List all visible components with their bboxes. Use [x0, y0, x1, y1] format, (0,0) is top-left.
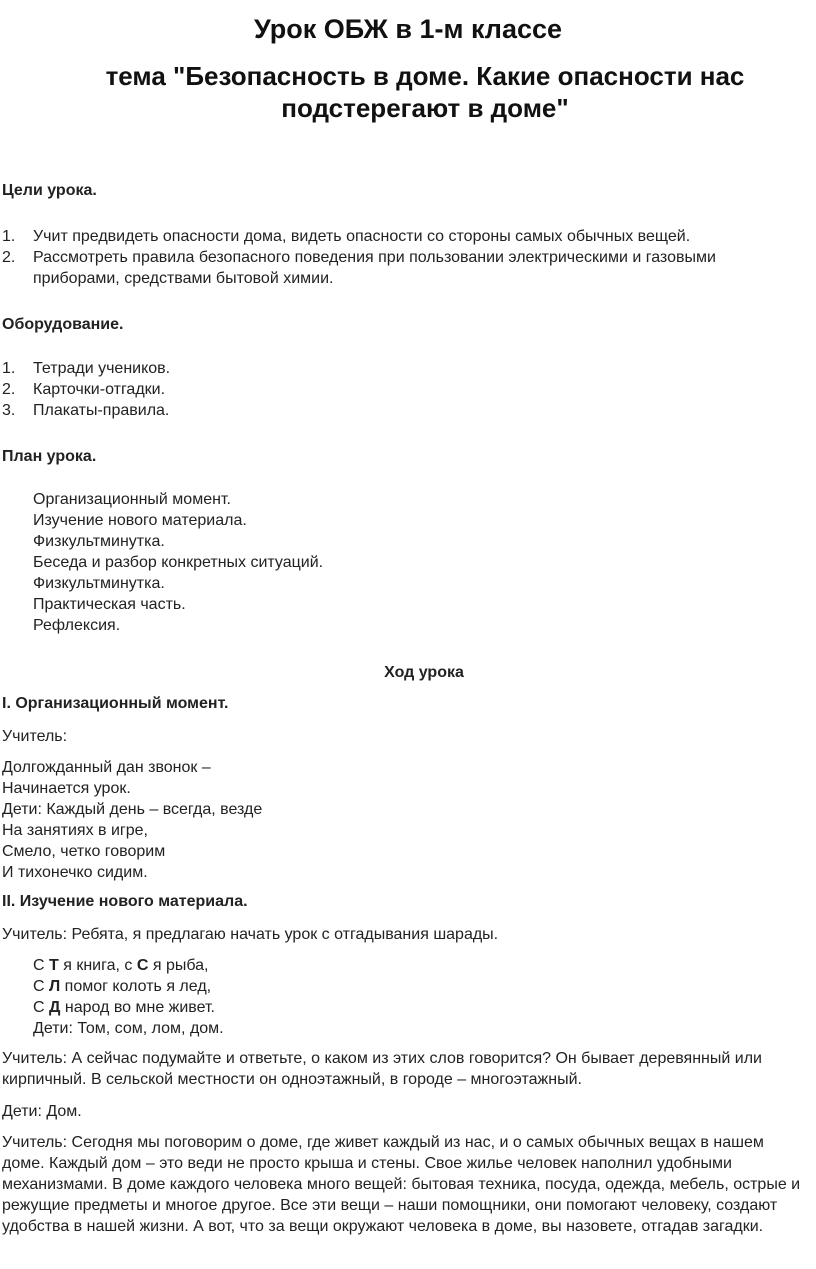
course-heading: Ход урока: [384, 664, 464, 681]
list-item: [0, 358, 800, 379]
section1-heading: I. Организационный момент.: [2, 695, 229, 712]
teacher-question: Учитель: А сейчас подумайте и ответьте, о каком из этих слов говорится? Он бывает деревянный или кирпичный. В сельской местности он одноэтажный, в городе – многоэтажный.: [2, 1050, 762, 1088]
list-item-text: Рассмотреть правила безопасного поведения при пользовании электрическими и газовыми приборами, средствами бытовой химии.: [33, 249, 716, 287]
list-item: Организационный момент.: [33, 491, 231, 508]
greeting-poem: [2, 757, 807, 883]
list-item-text: Тетради учеников.: [33, 360, 171, 377]
riddle-text: народ во мне живет.: [60, 999, 215, 1016]
list-item: [0, 226, 800, 247]
riddle-line: [33, 976, 224, 997]
list-item: [0, 400, 800, 421]
riddle-letter: Т: [49, 957, 59, 974]
charade-riddle: [33, 955, 224, 1039]
list-item: [0, 379, 800, 400]
list-item: Физкультминутка.: [33, 533, 165, 550]
list-item: Изучение нового материала.: [33, 512, 247, 529]
list-item: Беседа и разбор конкретных ситуаций.: [33, 554, 324, 571]
list-item: Практическая часть.: [33, 596, 186, 613]
equipment-list: [0, 358, 800, 421]
list-item: [0, 247, 800, 289]
riddle-line: [33, 997, 224, 1018]
list-item-text: Плакаты-правила.: [33, 402, 170, 419]
list-number: 2.: [2, 381, 16, 398]
list-number: 1.: [2, 360, 16, 377]
riddle-letter: Д: [49, 999, 61, 1016]
plan-heading: План урока.: [2, 448, 97, 465]
riddle-text: я книга, с: [58, 957, 137, 974]
teacher-label: Учитель:: [2, 728, 68, 745]
riddle-text: я рыба,: [148, 957, 209, 974]
riddle-text: С: [33, 978, 49, 995]
children-home: Дети: Дом.: [2, 1103, 82, 1120]
riddle-letter: С: [136, 957, 149, 974]
poem-line: На занятиях в игре,: [2, 822, 148, 839]
list-item: Рефлексия.: [33, 617, 121, 634]
equipment-heading: Оборудование.: [2, 316, 124, 333]
riddle-text: С: [33, 999, 49, 1016]
list-item-text: Карточки-отгадки.: [33, 381, 166, 398]
lesson-topic: тема "Безопасность в доме. Какие опасности нас подстерегают в доме": [105, 61, 745, 123]
section2-heading: II. Изучение нового материала.: [2, 893, 248, 910]
document-title: Урок ОБЖ в 1-м классе: [253, 14, 563, 44]
list-item: Физкультминутка.: [33, 575, 165, 592]
riddle-letter: Л: [49, 978, 61, 995]
plan-list: [33, 489, 323, 636]
poem-line: Смело, четко говорим: [2, 843, 166, 860]
poem-line: И тихонечко сидим.: [2, 864, 148, 881]
teacher-talk: Учитель: Сегодня мы поговорим о доме, где живет каждый из нас, и о самых обычных вещах в нашем доме. Каждый дом – это веди не просто крыша и стены. Свое жилье человек наполнил удобными механизмами. В доме каждого человека много вещей: бытовая техника, посуда, одежда, мебель, острые и режущие предметы и многое другое. Все эти вещи – наши помощники, они помогают человеку, создают удобства в нашей жизни. А вот, что за вещи окружают человека в доме, вы назовете, отгадав загадки.: [2, 1134, 801, 1235]
riddle-line: [33, 955, 224, 976]
teacher-intro: Учитель: Ребята, я предлагаю начать урок с отгадывания шарады.: [2, 926, 499, 943]
children-answer: Дети: Том, сом, лом, дом.: [33, 1020, 224, 1037]
list-number: 1.: [2, 228, 16, 245]
poem-line: Начинается урок.: [2, 780, 131, 797]
list-item-text: Учит предвидеть опасности дома, видеть опасности со стороны самых обычных вещей.: [33, 228, 691, 245]
goals-list: [0, 226, 800, 289]
list-number: 2.: [2, 249, 16, 266]
poem-line: Дети: Каждый день – всегда, везде: [2, 801, 263, 818]
riddle-text: С: [33, 957, 49, 974]
list-number: 3.: [2, 402, 16, 419]
poem-line: Долгожданный дан звонок –: [2, 759, 211, 776]
riddle-text: помог колоть я лед,: [60, 978, 212, 995]
goals-heading: Цели урока.: [2, 182, 97, 199]
